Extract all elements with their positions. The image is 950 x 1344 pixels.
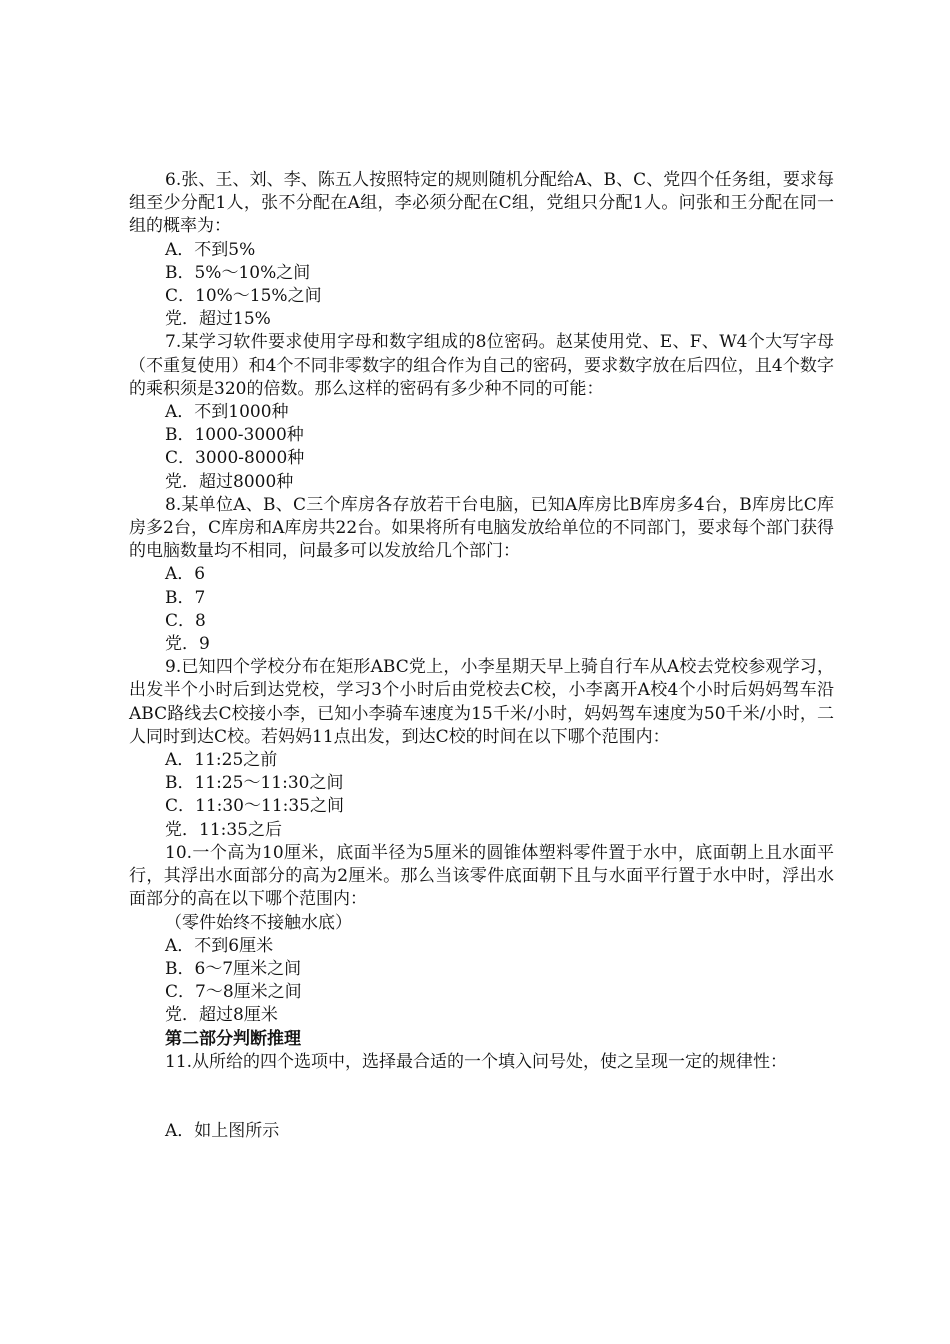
question-text: 8.某单位A、B、C三个库房各存放若干台电脑，已知A库房比B库房多4台，B库房比C库房多2台，C库房和A库房共22台。如果将所有电脑发放给单位的不同部门，要求每个部门获得的电脑数量均不相同，问最多可以发放给几个部门： [129,494,834,562]
option-a: A．不到6厘米 [165,935,274,956]
option-b: B．6～7厘米之间 [165,958,302,979]
option-b: B．1000-3000种 [165,425,304,446]
question-text: 11.从所给的四个选项中，选择最合适的一个填入问号处，使之呈现一定的规律性： [165,1051,788,1072]
question-7 [129,331,834,493]
question-text: 10.一个高为10厘米，底面半径为5厘米的圆锥体塑料零件置于水中，底面朝上且水面平行，其浮出水面部分的高为2厘米。那么当该零件底面朝下且与水面平行置于水中时，浮出水面部分的高在以下哪个范围内： [129,842,834,910]
figure-placeholder [129,1074,834,1120]
option-a: A．6 [165,564,206,585]
question-9 [129,656,834,842]
question-note: （零件始终不接触水底） [165,912,352,933]
question-11 [129,1051,834,1143]
question-6 [129,169,834,331]
option-a: A．不到5% [165,239,256,260]
question-text: 9.已知四个学校分布在矩形ABC党上，小李星期天早上骑自行车从A校去党校参观学习，出发半个小时后到达党校，学习3个小时后由党校去C校，小李离开A校4个小时后妈妈驾车沿ABC路线去C校接小李，已知小李骑车速度为15千米/小时，妈妈驾车速度为50千米/小时，二人同时到达C校。若妈妈11点出发，到达C校的时间在以下哪个范围内： [129,657,834,747]
option-d: 党．11:35之后 [165,819,282,840]
option-c: C．7～8厘米之间 [165,982,302,1003]
question-8 [129,494,834,656]
question-text: 6.张、王、刘、李、陈五人按照特定的规则随机分配给A、B、C、党四个任务组，要求每组至少分配1人，张不分配在A组，李必须分配在C组，党组只分配1人。问张和王分配在同一组的概率为： [129,170,834,237]
option-d: 党．超过15% [165,309,271,330]
option-c: C．3000-8000种 [165,448,305,469]
option-b: B．7 [165,587,206,608]
option-d: 党．9 [165,634,210,655]
option-b: B．11:25～11:30之间 [165,773,344,794]
option-d: 党．超过8000种 [165,471,294,492]
option-c: C．11:30～11:35之间 [165,796,344,817]
option-c: C．8 [165,610,206,631]
option-c: C．10%～15%之间 [165,286,322,307]
question-text: 7.某学习软件要求使用字母和数字组成的8位密码。赵某使用党、E、F、W4个大写字母（不重复使用）和4个不同非零数字的组合作为自己的密码，要求数字放在后四位，且4个数字的乘积须是320的倍数。那么这样的密码有多少种不同的可能： [129,332,834,399]
option-a: A．11:25之前 [165,750,278,771]
section-title: 第二部分判断推理 [165,1028,301,1049]
question-10 [129,842,834,1028]
option-b: B．5%～10%之间 [165,262,311,283]
document-page [129,169,834,1143]
option-a: A．如上图所示 [165,1120,280,1141]
option-a: A．不到1000种 [165,402,289,423]
option-d: 党．超过8厘米 [165,1005,278,1026]
